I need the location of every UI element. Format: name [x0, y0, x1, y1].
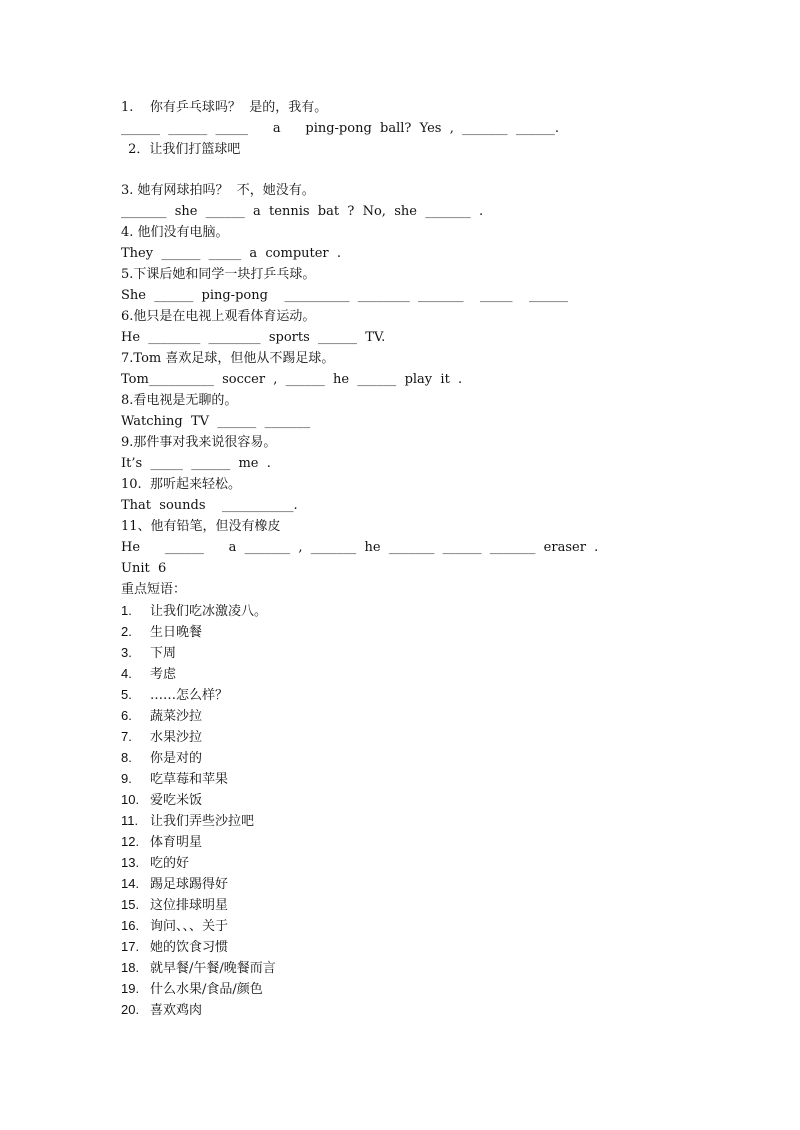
list-item [121, 981, 263, 997]
list-item [121, 939, 228, 955]
list-item [121, 1002, 202, 1018]
list-item [121, 792, 202, 808]
list-item-number: 16. [121, 918, 140, 933]
list-item [121, 729, 202, 745]
list-item-number: 13. [121, 855, 140, 870]
exercise-line: 2．让我们打篮球吧 [124, 142, 241, 157]
list-item [121, 603, 267, 619]
list-item [121, 666, 176, 682]
exercise-line: 4. 他们没有电脑。 [121, 225, 229, 240]
list-item [121, 687, 228, 703]
list-item-number: 12. [121, 834, 140, 849]
list-item-number: 9. [121, 771, 132, 786]
list-item-text: 踢足球踢得好 [150, 877, 229, 892]
list-item-number: 1. [121, 603, 132, 618]
list-item-number: 15. [121, 897, 140, 912]
list-item [121, 897, 228, 913]
unit-title: Unit 6 [121, 561, 167, 576]
list-item [121, 771, 228, 787]
list-item-text: 爱吃米饭 [150, 793, 203, 808]
phrases-heading: 重点短语： [121, 582, 187, 597]
list-item-number: 5. [121, 687, 132, 702]
list-item [121, 624, 202, 640]
list-item-text: 体育明星 [150, 835, 203, 850]
list-item-text: 让我们吃冰激凌八。 [150, 604, 268, 619]
list-item-text: 蔬菜沙拉 [150, 709, 203, 724]
list-item-text: 她的饮食习惯 [150, 940, 229, 955]
exercise-line: He ______ a _______ , _______ he _______ ______ _______ eraser . [121, 540, 599, 555]
list-item [121, 876, 228, 892]
exercise-line: _______ she ______ a tennis bat ? No, she _______ . [121, 204, 484, 219]
list-item [121, 645, 176, 661]
list-item-text: 就早餐/午餐/晚餐而言 [150, 961, 276, 976]
list-item-number: 2. [121, 624, 132, 639]
exercise-line: She ______ ping-pong __________ ________ _______ _____ ______ [121, 288, 569, 303]
exercise-line: 8.看电视是无聊的。 [121, 393, 238, 408]
list-item-number: 10. [121, 792, 140, 807]
list-item [121, 708, 202, 724]
list-item-number: 11. [121, 813, 139, 828]
exercise-line: They ______ _____ a computer . [121, 246, 342, 261]
list-item-text: 这位排球明星 [150, 898, 229, 913]
exercise-line: 6.他只是在电视上观看体育运动。 [121, 309, 316, 324]
list-item-text: 你是对的 [150, 751, 203, 766]
exercise-line: 1. 你有乒乓球吗？ 是的，我有。 [121, 100, 328, 115]
list-item-number: 4. [121, 666, 132, 681]
list-item [121, 855, 189, 871]
list-item-text: 吃草莓和苹果 [150, 772, 229, 787]
list-item-text: 什么水果/食品/颜色 [150, 982, 263, 997]
exercise-line: That sounds ___________. [121, 498, 298, 513]
list-item-number: 6. [121, 708, 132, 723]
list-item-number: 14. [121, 876, 140, 891]
exercise-line: 9.那件事对我来说很容易。 [121, 435, 277, 450]
list-item [121, 750, 202, 766]
exercise-line: 5.下课后她和同学一块打乒乓球。 [121, 267, 316, 282]
list-item-number: 3. [121, 645, 132, 660]
list-item-number: 17. [121, 939, 140, 954]
list-item-number: 8. [121, 750, 132, 765]
list-item-text: 询问、、、关于 [150, 919, 229, 934]
exercise-line: 11、他有铅笔，但没有橡皮 [121, 519, 281, 534]
exercise-line: He ________ ________ sports ______ TV. [121, 330, 386, 345]
exercise-line: ______ ______ _____ a ping-pong ball? Yes , _______ ______. [121, 121, 560, 136]
exercise-line: It’s _____ ______ me . [121, 456, 271, 471]
list-item-number: 7. [121, 729, 132, 744]
exercise-line: 3. 她有网球拍吗？ 不，她没有。 [121, 183, 315, 198]
list-item-text: 吃的好 [150, 856, 190, 871]
list-item-text: 下周 [150, 646, 177, 661]
list-item [121, 960, 276, 976]
list-item-text: 考虑 [150, 667, 177, 682]
list-item [121, 918, 228, 934]
list-item-number: 19. [121, 981, 140, 996]
exercise-line: 7.Tom 喜欢足球，但他从不踢足球。 [121, 351, 335, 366]
list-item [121, 813, 254, 829]
exercise-line: 10. 那听起来轻松。 [121, 477, 241, 492]
exercise-line: Watching TV ______ _______ [121, 414, 311, 429]
list-item-text: ……怎么样？ [150, 688, 229, 703]
list-item [121, 834, 202, 850]
exercise-line: Tom__________ soccer , ______ he ______ play it . [121, 372, 463, 387]
list-item-number: 18. [121, 960, 140, 975]
list-item-text: 喜欢鸡肉 [150, 1003, 203, 1018]
list-item-number: 20. [121, 1002, 140, 1017]
list-item-text: 让我们弄些沙拉吧 [150, 814, 255, 829]
list-item-text: 生日晚餐 [150, 625, 203, 640]
list-item-text: 水果沙拉 [150, 730, 203, 745]
